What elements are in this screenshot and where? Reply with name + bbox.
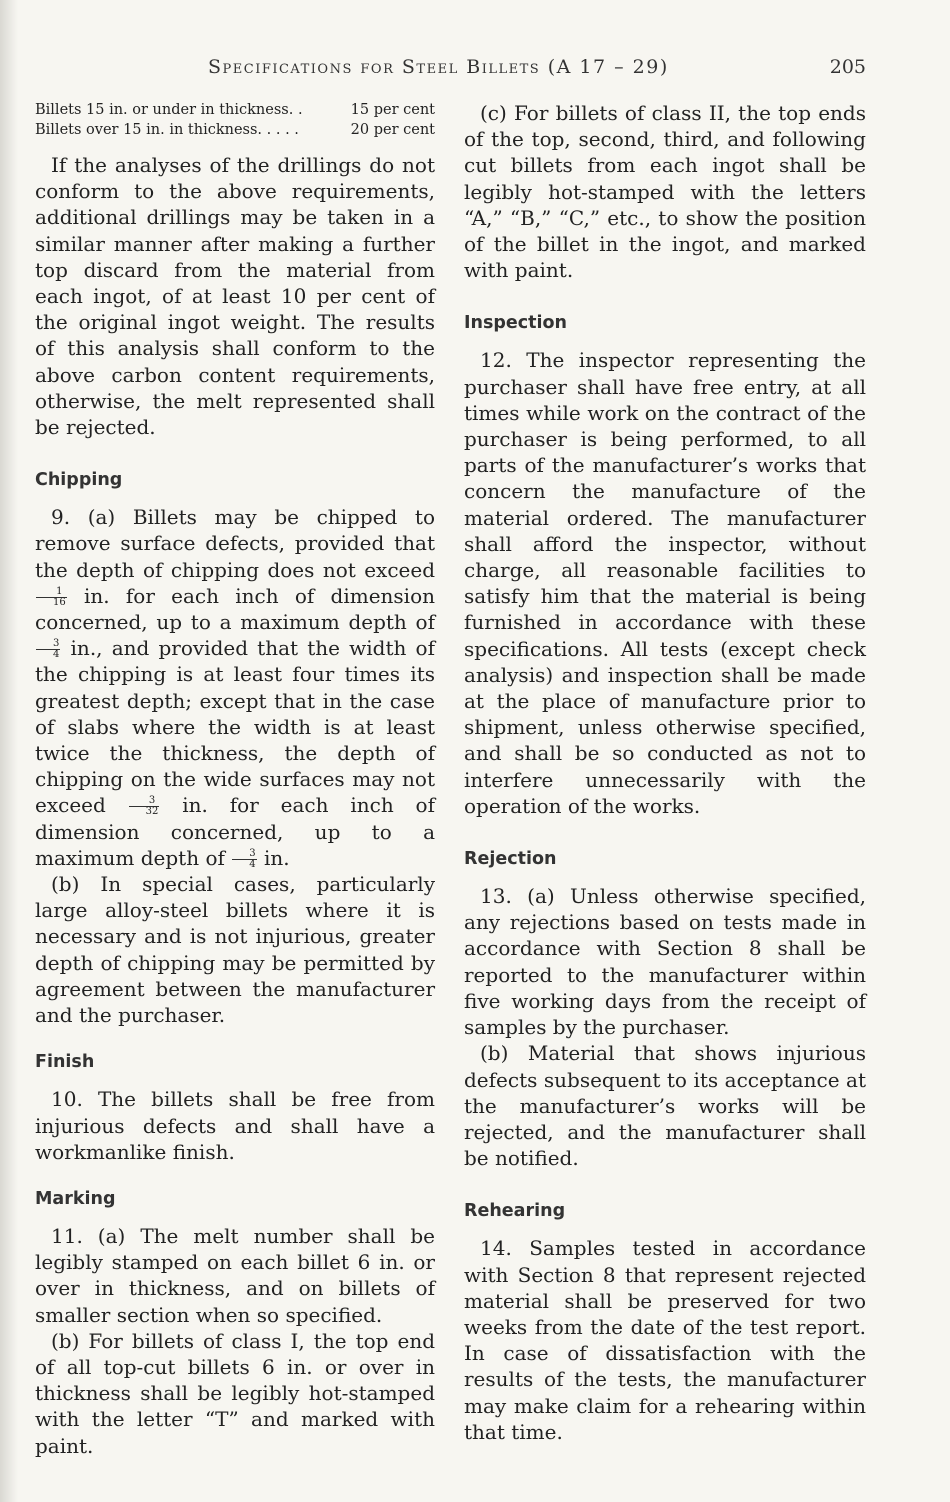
section-heading-marking: Marking <box>35 1188 116 1209</box>
chipping-a-text-5: in. <box>257 845 290 870</box>
discard-row <box>35 100 435 120</box>
left-column <box>35 100 435 1459</box>
page-header <box>0 56 950 86</box>
chipping-a-text-2: in. for each inch of dimension concerned, up to a maximum depth of <box>35 583 435 635</box>
chipping-a-text-4: in. for each inch of dimension concerned, up to a maximum depth of <box>35 793 436 870</box>
discard-value: 15 per cent <box>350 102 435 118</box>
page-number: 205 <box>829 56 866 78</box>
fraction-1-16: $\frac{1}{16}$ <box>36 587 67 608</box>
discard-table <box>35 100 435 140</box>
section-heading-rehearing: Rehearing <box>464 1201 566 1222</box>
running-title: Specifications for Steel Billets (A 17 – 29) <box>208 56 669 78</box>
chipping-paragraph-b: (b) In special cases, particularly large alloy-steel billets where it is necessary and is not injurious, greater depth of chipping may be permitted by agreement between the manufacturer and the purchaser. <box>35 872 435 1028</box>
discard-row <box>35 120 435 140</box>
right-column <box>464 100 866 1445</box>
chipping-paragraph-a <box>35 504 435 871</box>
chipping-a-text-1: 9. (a) Billets may be chipped to remove surface defects, provided that the depth of chipping does not exceed <box>35 505 435 582</box>
page-spine-shadow <box>0 0 18 1502</box>
section-heading-chipping: Chipping <box>35 470 123 491</box>
discard-label: Billets over 15 in. in thickness. . . . . <box>35 122 299 138</box>
rejection-paragraph-a: 13. (a) Unless otherwise specified, any rejections based on tests made in accordance with Section 8 shall be reported to the manufacturer within five working days from the receipt of samples by the purchaser. <box>464 884 866 1040</box>
drillings-paragraph: If the analyses of the drillings do not conform to the above requirements, additional drillings may be taken in a similar manner after making a further top discard from the material from each ingot, of at least 10 per cent of the original ingot weight. The results of this analysis shall conform to the above carbon content requirements, otherwise, the melt represented shall be rejected. <box>35 153 435 440</box>
fraction-3-4: $\frac{3}{4}$ <box>232 849 256 870</box>
fraction-3-32: $\frac{3}{32}$ <box>129 796 160 817</box>
marking-paragraph-c: (c) For billets of class II, the top ends of the top, second, third, and following cut billets from each ingot shall be legibly hot-stamped with the letters “A,” “B,” “C,” etc., to show the position of the billet in the ingot, and marked with paint. <box>464 101 866 283</box>
marking-paragraph-a: 11. (a) The melt number shall be legibly stamped on each billet 6 in. or over in thickness, and on billets of smaller section when so specified. <box>35 1223 435 1327</box>
discard-label: Billets 15 in. or under in thickness. . <box>35 102 303 118</box>
marking-paragraph-b: (b) For billets of class I, the top end of all top-cut billets 6 in. or over in thickness shall be legibly hot-stamped with the letter “T” and marked with paint. <box>35 1328 435 1458</box>
discard-value: 20 per cent <box>350 122 435 138</box>
inspection-paragraph: 12. The inspector representing the purchaser shall have free entry, at all times while work on the contract of the purchaser is being performed, to all parts of the manufacturer’s works that concern the manufacture of the material ordered. The manufacturer shall afford the inspector, without charge, all reasonable facilities to satisfy him that the material is being furnished in accordance with these specifications. All tests (except check analysis) and inspection shall be made at the place of manufacture prior to shipment, unless otherwise specified, and shall be so conducted as not to interfere unnecessarily with the operation of the works. <box>464 348 866 818</box>
section-heading-rejection: Rejection <box>464 849 557 870</box>
section-heading-inspection: Inspection <box>464 313 568 334</box>
finish-paragraph: 10. The billets shall be free from injurious defects and shall have a workmanlike finish. <box>35 1087 435 1164</box>
section-heading-finish: Finish <box>35 1052 95 1073</box>
rehearing-paragraph: 14. Samples tested in accordance with Section 8 that represent rejected material shall be preserved for two weeks from the date of the test report. In case of dissatisfaction with the results of the tests, the manufacturer may make claim for a rehearing within that time. <box>464 1236 866 1444</box>
rejection-paragraph-b: (b) Material that shows injurious defects subsequent to its acceptance at the manufacturer’s works will be rejected, and the manufacturer shall be notified. <box>464 1041 866 1171</box>
chipping-a-text-3: in., and provided that the width of the chipping is at least four times its greatest depth; except that in the case of slabs where the width is at least twice the thickness, the depth of chipping on the wide surfaces may not exceed <box>35 636 435 818</box>
fraction-3-4: $\frac{3}{4}$ <box>36 639 60 660</box>
